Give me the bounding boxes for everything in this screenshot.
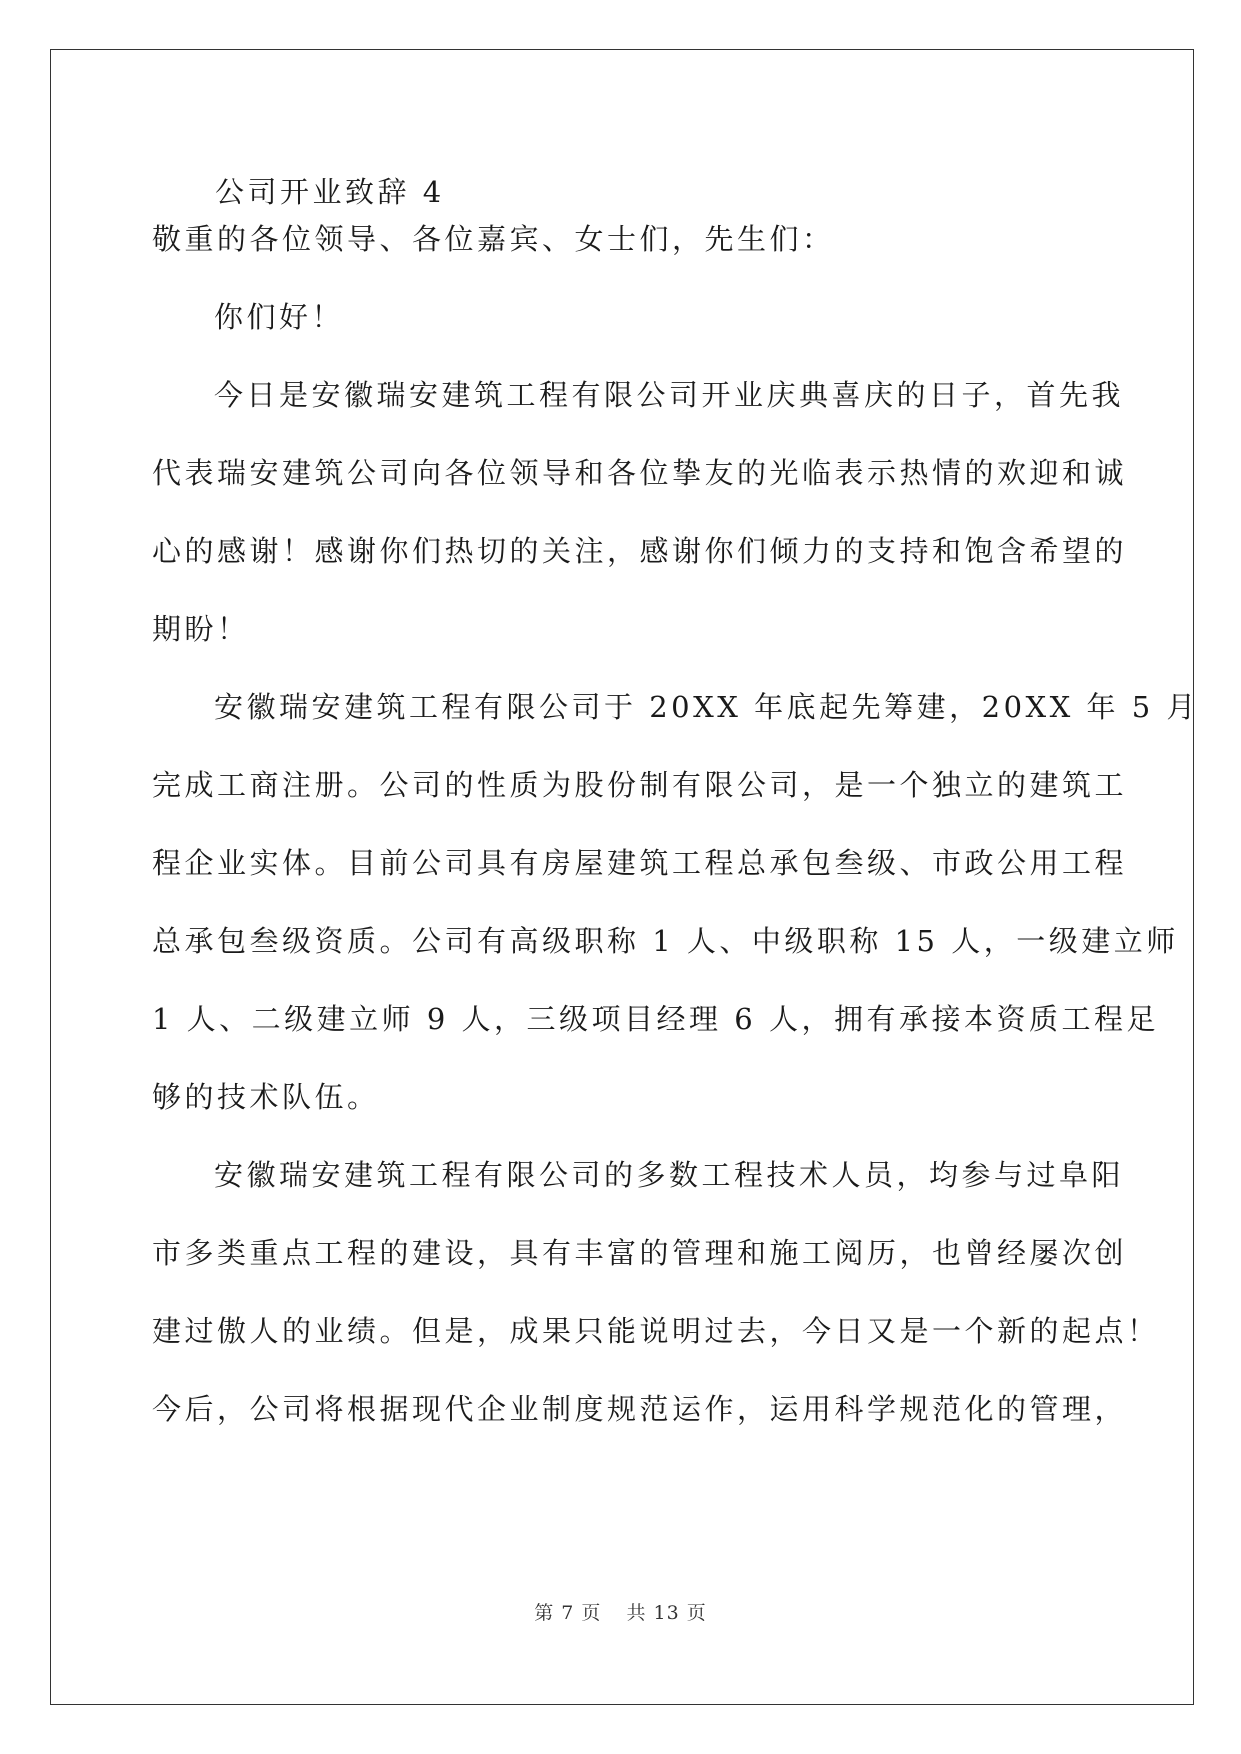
paragraph-line: 今日是安徽瑞安建筑工程有限公司开业庆典喜庆的日子，首先我 [214, 378, 1125, 412]
page-number: 第 7 页 [534, 1602, 602, 1624]
paragraph-line: 代表瑞安建筑公司向各位领导和各位挚友的光临表示热情的欢迎和诚 [152, 456, 1128, 490]
paragraph-line: 安徽瑞安建筑工程有限公司的多数工程技术人员，均参与过阜阳 [214, 1158, 1125, 1192]
paragraph-line: 1 人、二级建立师 9 人，三级项目经理 6 人，拥有承接本资质工程足 [152, 1002, 1159, 1036]
paragraph-line: 总承包叁级资质。公司有高级职称 1 人、中级职称 15 人，一级建立师 [152, 924, 1179, 958]
paragraph-line: 建过傲人的业绩。但是，成果只能说明过去，今日又是一个新的起点！ [152, 1314, 1160, 1348]
paragraph-line: 安徽瑞安建筑工程有限公司于 20XX 年底起先筹建，20XX 年 5 月 [214, 690, 1199, 724]
paragraph-line: 够的技术队伍。 [152, 1080, 380, 1114]
page-total: 共 13 页 [626, 1602, 707, 1624]
document-body [152, 158, 1199, 1448]
paragraph-line: 期盼！ [152, 612, 250, 646]
paragraph-line: 完成工商注册。公司的性质为股份制有限公司，是一个独立的建筑工 [152, 768, 1128, 802]
salutation-line: 敬重的各位领导、各位嘉宾、女士们，先生们： [152, 222, 835, 256]
page-footer [0, 1598, 1241, 1625]
paragraph-line: 心的感谢！感谢你们热切的关注，感谢你们倾力的支持和饱含希望的 [152, 534, 1128, 568]
document-title: 公司开业致辞 4 [215, 175, 445, 209]
paragraph-line: 市多类重点工程的建设，具有丰富的管理和施工阅历，也曾经屡次创 [152, 1236, 1128, 1270]
greeting-line: 你们好！ [214, 300, 345, 334]
paragraph-line: 今后，公司将根据现代企业制度规范运作，运用科学规范化的管理， [152, 1392, 1128, 1426]
paragraph-line: 程企业实体。目前公司具有房屋建筑工程总承包叁级、市政公用工程 [152, 846, 1128, 880]
